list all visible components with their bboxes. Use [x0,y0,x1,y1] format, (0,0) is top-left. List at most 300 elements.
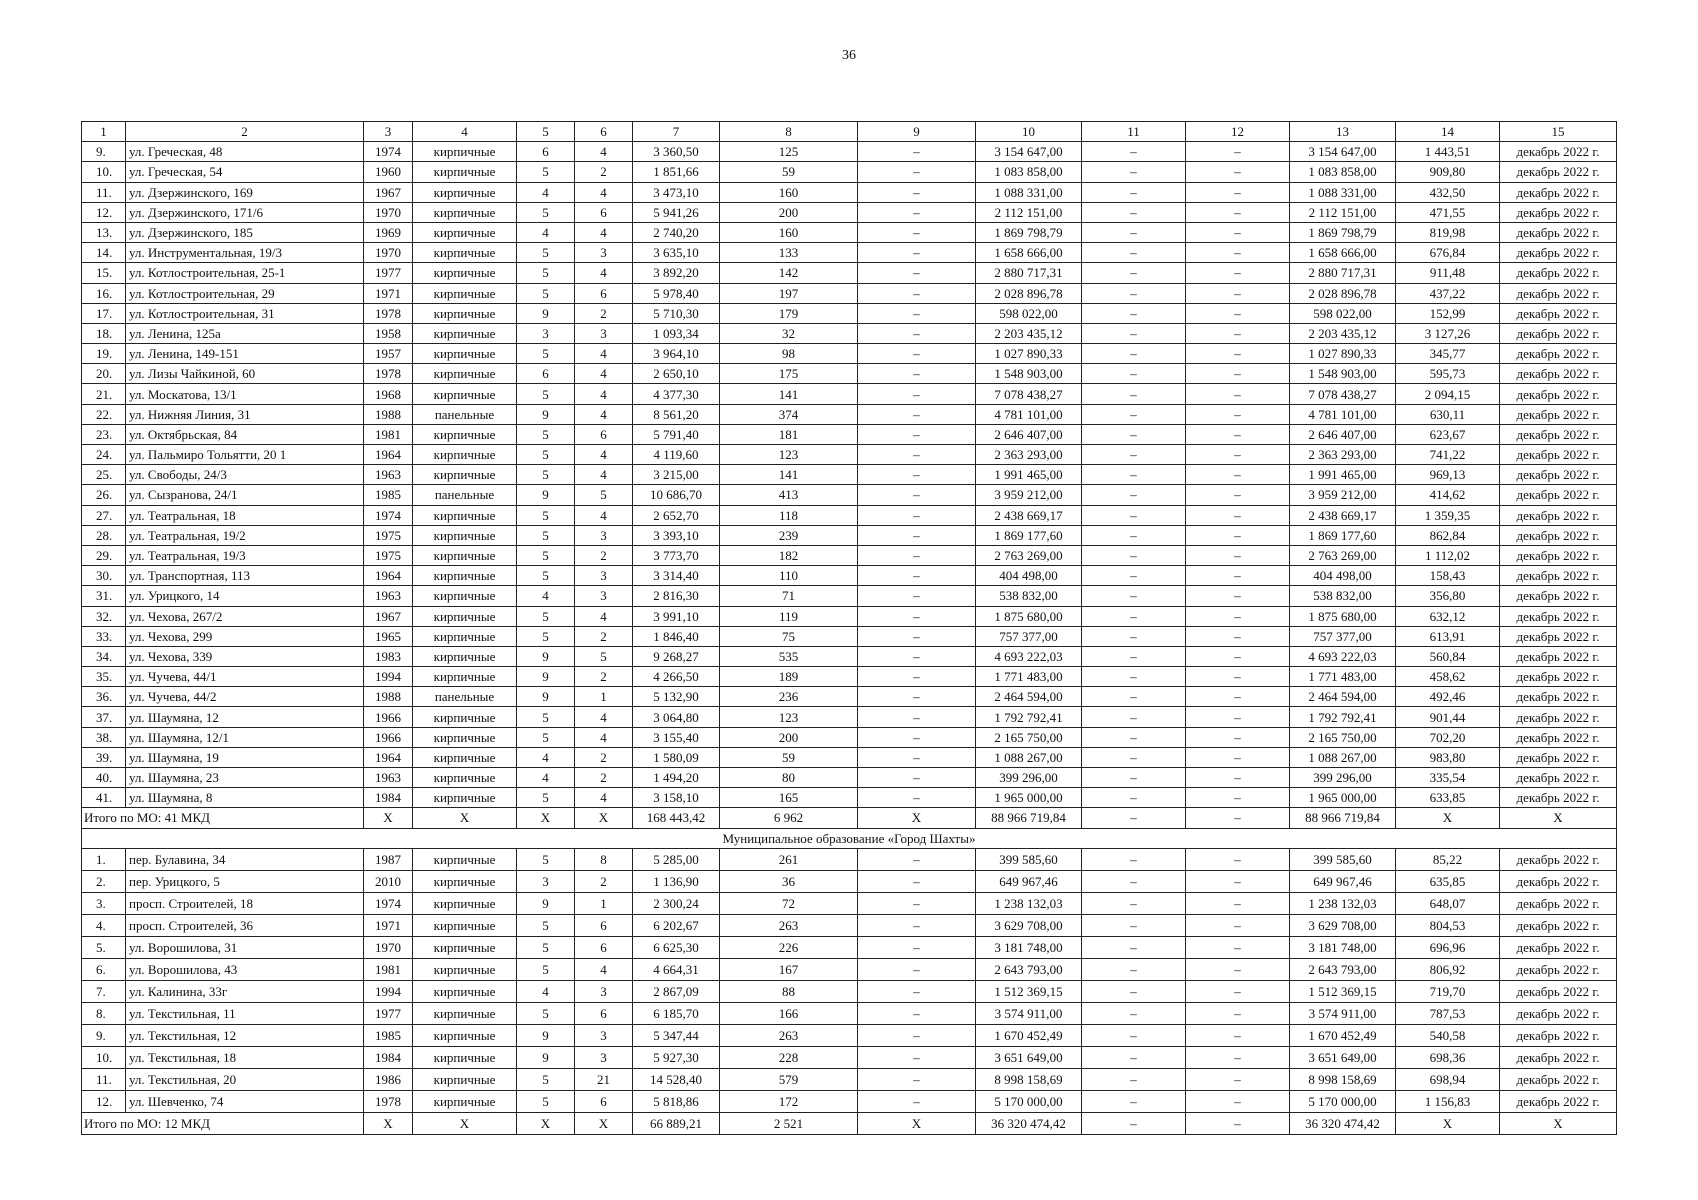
table-cell: 9 [517,404,575,424]
table-cell: декабрь 2022 г. [1500,707,1617,727]
total-cell: X [858,808,976,828]
address-cell: ул. Чехова, 299 [126,626,364,646]
table-cell: 72 [720,892,858,914]
table-cell: кирпичные [413,1090,517,1112]
table-cell: 3 892,20 [633,263,720,283]
table-cell: декабрь 2022 г. [1500,384,1617,404]
table-cell: кирпичные [413,142,517,162]
table-cell: 635,85 [1396,870,1500,892]
table-cell: 1 027 890,33 [1290,344,1396,364]
table-cell: – [1082,485,1186,505]
table-row [82,243,1617,263]
table-cell: декабрь 2022 г. [1500,1068,1617,1090]
table-cell: 649 967,46 [1290,870,1396,892]
total-label: Итого по МО: 41 МКД [82,808,364,828]
table-cell: 3 [575,243,633,263]
table-cell: – [858,646,976,666]
table-row [82,263,1617,283]
address-cell: ул. Инструментальная, 19/3 [126,243,364,263]
table-cell: – [1082,182,1186,202]
table-cell: 32 [720,323,858,343]
table-cell: 4 [575,142,633,162]
table-row [82,303,1617,323]
address-cell: ул. Ворошилова, 43 [126,958,364,980]
table-cell: 4 119,60 [633,445,720,465]
address-cell: ул. Театральная, 18 [126,505,364,525]
table-cell: – [1186,788,1290,808]
table-cell: кирпичные [413,848,517,870]
table-row [82,202,1617,222]
table-cell: – [1082,404,1186,424]
table-cell: 4 [517,586,575,606]
column-number-cell: 15 [1500,122,1617,142]
address-cell: ул. Сызранова, 24/1 [126,485,364,505]
table-cell: – [1186,687,1290,707]
table-row [82,980,1617,1002]
table-cell: 1963 [364,465,413,485]
table-cell: 5 285,00 [633,848,720,870]
table-cell: 200 [720,202,858,222]
table-cell: 676,84 [1396,243,1500,263]
table-cell: – [858,892,976,914]
address-cell: пер. Булавина, 34 [126,848,364,870]
table-cell: 696,96 [1396,936,1500,958]
table-cell: 200 [720,727,858,747]
table-row [82,788,1617,808]
table-cell: 4 [575,364,633,384]
table-cell: 30. [82,566,126,586]
table-cell: 3 314,40 [633,566,720,586]
table-cell: декабрь 2022 г. [1500,646,1617,666]
table-cell: 2 112 151,00 [976,202,1082,222]
table-cell: – [1082,364,1186,384]
table-cell: 757 377,00 [976,626,1082,646]
table-cell: 10. [82,1046,126,1068]
address-cell: ул. Лизы Чайкиной, 60 [126,364,364,384]
address-cell: ул. Урицкого, 14 [126,586,364,606]
table-cell: 3 651 649,00 [1290,1046,1396,1068]
table-cell: 5 [517,525,575,545]
table-cell: 3 360,50 [633,142,720,162]
table-cell: 1967 [364,182,413,202]
table-cell: кирпичные [413,263,517,283]
table-cell: 4 [517,747,575,767]
total-cell: X [413,1112,517,1134]
table-cell: – [1186,545,1290,565]
table-cell: 5 [517,384,575,404]
table-cell: 1967 [364,606,413,626]
total-label: Итого по МО: 12 МКД [82,1112,364,1134]
table-cell: 1 238 132,03 [976,892,1082,914]
table-cell: 2 363 293,00 [976,445,1082,465]
table-cell: кирпичные [413,707,517,727]
table-cell: – [1082,525,1186,545]
table-cell: 3 574 911,00 [976,1002,1082,1024]
table-cell: 4 377,30 [633,384,720,404]
table-cell: 9 [517,1046,575,1068]
table-cell: 2 [575,626,633,646]
table-cell: – [1186,1068,1290,1090]
table-cell: 2 643 793,00 [1290,958,1396,980]
table-cell: декабрь 2022 г. [1500,980,1617,1002]
table-cell: кирпичные [413,364,517,384]
table-cell: 6 [575,1090,633,1112]
table-cell: – [858,202,976,222]
table-cell: 345,77 [1396,344,1500,364]
table-cell: декабрь 2022 г. [1500,445,1617,465]
column-number-cell: 13 [1290,122,1396,142]
table-cell: 4 664,31 [633,958,720,980]
table-row [82,870,1617,892]
table-cell: 3 [575,323,633,343]
table-cell: 5 [517,1090,575,1112]
table-cell: 2 740,20 [633,222,720,242]
table-cell: – [1186,263,1290,283]
table-cell: – [858,243,976,263]
table-cell: 2 [575,162,633,182]
table-cell: – [1186,980,1290,1002]
table-cell: 862,84 [1396,525,1500,545]
table-cell: декабрь 2022 г. [1500,914,1617,936]
table-cell: – [858,162,976,182]
table-cell: кирпичные [413,545,517,565]
table-cell: 4 [575,222,633,242]
table-cell: 3 964,10 [633,344,720,364]
table-cell: 123 [720,707,858,727]
table-cell: 1968 [364,384,413,404]
housing-registry-table [81,121,1617,1135]
table-cell: 1977 [364,1002,413,1024]
table-cell: 5 [517,958,575,980]
table-cell: кирпичные [413,980,517,1002]
table-cell: – [1186,222,1290,242]
table-cell: 540,58 [1396,1024,1500,1046]
table-cell: – [858,626,976,646]
table-cell: 3 064,80 [633,707,720,727]
table-cell: 2 652,70 [633,505,720,525]
table-cell: кирпичные [413,243,517,263]
table-cell: 4 693 222,03 [1290,646,1396,666]
table-row [82,958,1617,980]
table-cell: 38. [82,727,126,747]
table-cell: панельные [413,485,517,505]
address-cell: ул. Театральная, 19/3 [126,545,364,565]
table-cell: 5 [575,485,633,505]
table-cell: 2 300,24 [633,892,720,914]
address-cell: ул. Текстильная, 20 [126,1068,364,1090]
address-cell: ул. Дзержинского, 185 [126,222,364,242]
table-cell: 1964 [364,445,413,465]
table-cell: 1 670 452,49 [976,1024,1082,1046]
table-row [82,283,1617,303]
table-cell: 1978 [364,303,413,323]
table-cell: 1 875 680,00 [976,606,1082,626]
table-cell: 911,48 [1396,263,1500,283]
table-cell: кирпичные [413,424,517,444]
table-cell: 1970 [364,202,413,222]
table-cell: 6 [575,914,633,936]
table-cell: 8 [575,848,633,870]
table-cell: 142 [720,263,858,283]
table-cell: 5 [517,936,575,958]
table-cell: 119 [720,606,858,626]
table-cell: 59 [720,747,858,767]
table-cell: 1 512 369,15 [1290,980,1396,1002]
table-cell: 2 363 293,00 [1290,445,1396,465]
table-cell: 2 880 717,31 [976,263,1082,283]
table-cell: – [1186,404,1290,424]
table-cell: 399 585,60 [1290,848,1396,870]
table-cell: – [858,344,976,364]
table-cell: 4 [575,505,633,525]
table-cell: – [1082,566,1186,586]
table-cell: 4 [575,727,633,747]
table-cell: 7 078 438,27 [976,384,1082,404]
table-cell: 172 [720,1090,858,1112]
table-cell: декабрь 2022 г. [1500,364,1617,384]
table-cell: декабрь 2022 г. [1500,606,1617,626]
table-cell: 22. [82,404,126,424]
table-cell: 1985 [364,485,413,505]
table-cell: декабрь 2022 г. [1500,892,1617,914]
table-cell: – [858,545,976,565]
table-cell: 166 [720,1002,858,1024]
table-cell: – [858,465,976,485]
table-cell: 1 093,34 [633,323,720,343]
table-cell: декабрь 2022 г. [1500,1002,1617,1024]
table-cell: – [1186,1002,1290,1024]
table-cell: 1 771 483,00 [976,667,1082,687]
address-cell: ул. Греческая, 54 [126,162,364,182]
table-cell: кирпичные [413,586,517,606]
table-cell: – [1082,344,1186,364]
table-cell: – [1082,162,1186,182]
table-cell: 8. [82,1002,126,1024]
total-cell: X [413,808,517,828]
table-row [82,404,1617,424]
table-cell: – [858,1002,976,1024]
table-cell: – [1082,283,1186,303]
table-cell: 2 646 407,00 [976,424,1082,444]
table-cell: 1 869 177,60 [1290,525,1396,545]
table-cell: 2 165 750,00 [976,727,1082,747]
table-cell: 5 [517,202,575,222]
table-cell: 9 [517,667,575,687]
table-cell: 25. [82,465,126,485]
address-cell: просп. Строителей, 18 [126,892,364,914]
table-cell: 123 [720,445,858,465]
table-cell: 7 078 438,27 [1290,384,1396,404]
table-cell: 4. [82,914,126,936]
table-cell: 1 965 000,00 [1290,788,1396,808]
total-cell: X [1396,1112,1500,1134]
column-number-cell: 2 [126,122,364,142]
table-cell: 399 296,00 [976,768,1082,788]
table-cell: – [858,980,976,1002]
table-cell: 1 658 666,00 [1290,243,1396,263]
table-cell: 1977 [364,263,413,283]
table-cell: 28. [82,525,126,545]
table-cell: 5. [82,936,126,958]
table-cell: кирпичные [413,1068,517,1090]
table-cell: 804,53 [1396,914,1500,936]
table-cell: – [1186,1046,1290,1068]
table-cell: 5 [517,243,575,263]
total-cell: 88 966 719,84 [976,808,1082,828]
table-cell: 1 875 680,00 [1290,606,1396,626]
address-cell: ул. Котлостроительная, 31 [126,303,364,323]
table-cell: 5 [517,445,575,465]
table-cell: 757 377,00 [1290,626,1396,646]
total-cell: X [858,1112,976,1134]
table-cell: 5 927,30 [633,1046,720,1068]
table-cell: кирпичные [413,606,517,626]
table-cell: кирпичные [413,892,517,914]
table-row [82,768,1617,788]
table-cell: 374 [720,404,858,424]
table-cell: 4 [575,445,633,465]
table-cell: 85,22 [1396,848,1500,870]
table-cell: 8 998 158,69 [976,1068,1082,1090]
address-cell: просп. Строителей, 36 [126,914,364,936]
table-cell: – [1186,870,1290,892]
table-cell: 181 [720,424,858,444]
table-cell: 175 [720,364,858,384]
table-cell: 1958 [364,323,413,343]
table-cell: 1970 [364,243,413,263]
address-cell: ул. Чехова, 267/2 [126,606,364,626]
total-row [82,808,1617,828]
table-cell: 3 158,10 [633,788,720,808]
table-cell: – [1082,626,1186,646]
table-cell: – [1186,958,1290,980]
table-cell: кирпичные [413,788,517,808]
table-cell: 17. [82,303,126,323]
table-cell: 432,50 [1396,182,1500,202]
table-cell: 1957 [364,344,413,364]
table-cell: кирпичные [413,344,517,364]
table-row [82,384,1617,404]
table-cell: 110 [720,566,858,586]
table-cell: 2 112 151,00 [1290,202,1396,222]
table-cell: 1 869 798,79 [976,222,1082,242]
table-cell: 5 710,30 [633,303,720,323]
table-cell: – [1082,667,1186,687]
table-cell: – [1082,243,1186,263]
table-cell: 10 686,70 [633,485,720,505]
table-row [82,892,1617,914]
table-cell: декабрь 2022 г. [1500,424,1617,444]
table-cell: кирпичные [413,870,517,892]
column-number-cell: 4 [413,122,517,142]
table-cell: декабрь 2022 г. [1500,626,1617,646]
table-cell: 1971 [364,283,413,303]
table-cell: 8 561,20 [633,404,720,424]
table-cell: 335,54 [1396,768,1500,788]
table-cell: – [858,687,976,707]
table-cell: декабрь 2022 г. [1500,958,1617,980]
table-cell: 1 792 792,41 [1290,707,1396,727]
table-cell: – [1082,788,1186,808]
table-cell: 632,12 [1396,606,1500,626]
table-cell: 1 359,35 [1396,505,1500,525]
table-cell: 1963 [364,768,413,788]
address-cell: ул. Свободы, 24/3 [126,465,364,485]
table-cell: 141 [720,384,858,404]
table-cell: – [858,142,976,162]
table-cell: 969,13 [1396,465,1500,485]
table-cell: – [1082,1046,1186,1068]
address-cell: ул. Ленина, 149-151 [126,344,364,364]
table-cell: 1985 [364,1024,413,1046]
table-cell: декабрь 2022 г. [1500,586,1617,606]
table-cell: 1981 [364,424,413,444]
table-cell: 623,67 [1396,424,1500,444]
table-cell: 2 [575,303,633,323]
table-cell: 1 156,83 [1396,1090,1500,1112]
table-cell: 3 393,10 [633,525,720,545]
table-cell: 5 [517,344,575,364]
table-cell: 160 [720,222,858,242]
table-cell: 236 [720,687,858,707]
table-cell: – [1186,202,1290,222]
table-cell: 1975 [364,545,413,565]
address-cell: ул. Дзержинского, 171/6 [126,202,364,222]
table-cell: – [858,936,976,958]
table-cell: 29. [82,545,126,565]
table-cell: – [858,323,976,343]
table-cell: – [858,768,976,788]
table-cell: 197 [720,283,858,303]
table-cell: 59 [720,162,858,182]
table-cell: 182 [720,545,858,565]
table-cell: 1987 [364,848,413,870]
table-row [82,364,1617,384]
table-cell: 2 464 594,00 [976,687,1082,707]
address-cell: ул. Котлостроительная, 25-1 [126,263,364,283]
table-cell: 9 [517,892,575,914]
table-cell: – [858,1046,976,1068]
table-cell: 5 [517,727,575,747]
table-cell: 698,94 [1396,1068,1500,1090]
table-cell: 1978 [364,1090,413,1112]
address-cell: ул. Чучева, 44/1 [126,667,364,687]
table-cell: 98 [720,344,858,364]
total-cell: X [1500,808,1617,828]
table-cell: декабрь 2022 г. [1500,142,1617,162]
table-cell: 1981 [364,958,413,980]
table-cell: 1983 [364,646,413,666]
table-cell: 7. [82,980,126,1002]
table-cell: 2 [575,667,633,687]
section-title: Муниципальное образование «Город Шахты» [82,828,1617,848]
table-cell: 2. [82,870,126,892]
table-cell: – [1186,727,1290,747]
table-cell: 3 959 212,00 [1290,485,1396,505]
table-cell: 158,43 [1396,566,1500,586]
table-cell: 5 [517,162,575,182]
table-cell: 1969 [364,222,413,242]
table-cell: – [858,182,976,202]
table-cell: кирпичные [413,914,517,936]
table-cell: 5 [517,848,575,870]
table-cell: 2 165 750,00 [1290,727,1396,747]
table-cell: декабрь 2022 г. [1500,848,1617,870]
table-row [82,646,1617,666]
table-cell: 5 818,86 [633,1090,720,1112]
table-cell: 2 438 669,17 [1290,505,1396,525]
table-cell: 2 763 269,00 [1290,545,1396,565]
